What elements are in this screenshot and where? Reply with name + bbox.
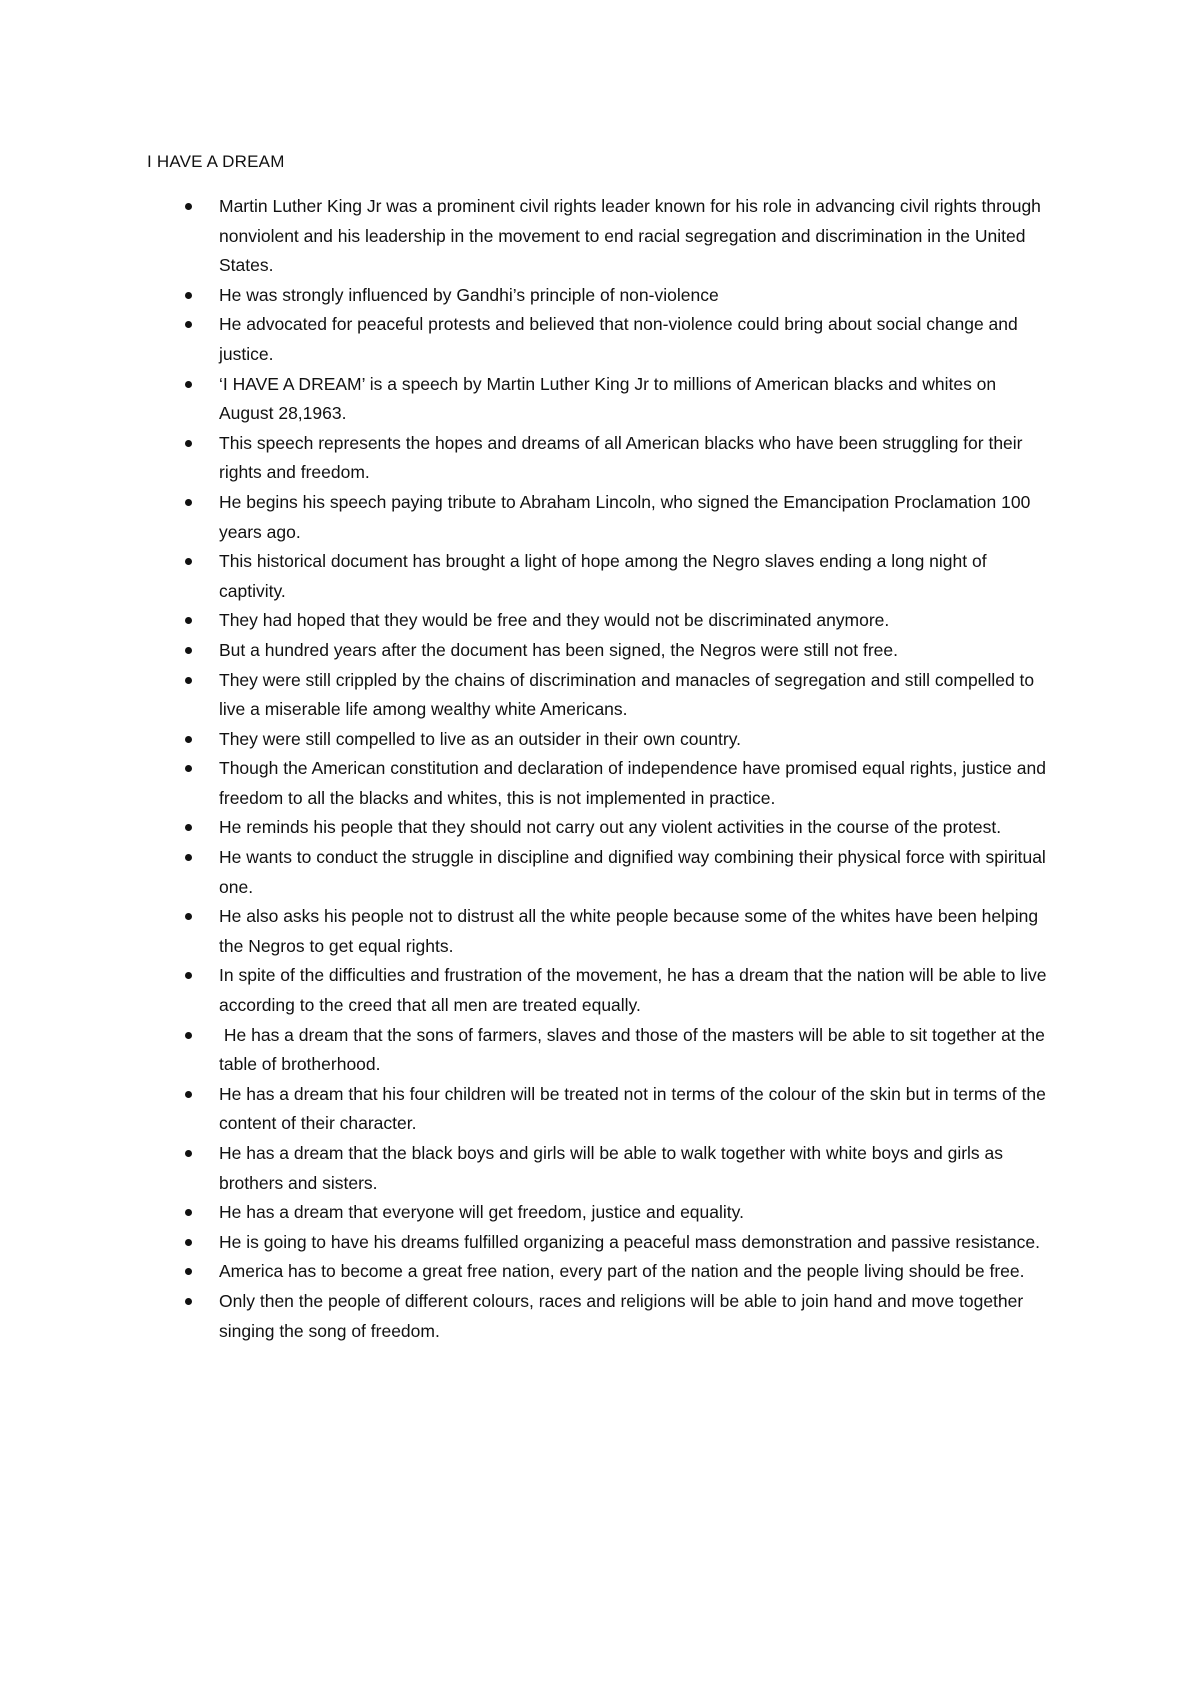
bullet-dot-icon — [185, 440, 192, 447]
bullet-dot-icon — [185, 1032, 192, 1039]
list-item — [0, 961, 1052, 1020]
bullet-dot-icon — [185, 913, 192, 920]
list-item-text: He advocated for peaceful protests and believed that non-violence could bring about social change and justice. — [219, 314, 1023, 364]
list-item — [0, 606, 1049, 636]
list-item-text: He is going to have his dreams fulfilled organizing a peaceful mass demonstration and passive resistance. — [219, 1231, 1041, 1252]
list-item — [0, 1139, 1049, 1198]
list-item — [0, 192, 1049, 281]
bullet-dot-icon — [185, 677, 192, 684]
bullet-list — [0, 192, 1200, 1346]
list-item — [0, 902, 1049, 961]
list-item-text: America has to become a great free nation, every part of the nation and the people living should be free. — [219, 1261, 1025, 1282]
list-item — [0, 281, 1049, 311]
list-item-text: This historical document has brought a light of hope among the Negro slaves ending a long night of captivity. — [219, 551, 992, 601]
bullet-dot-icon — [185, 321, 192, 328]
list-item-text: He begins his speech paying tribute to Abraham Lincoln, who signed the Emancipation Proclamation 100 years ago. — [219, 491, 1036, 542]
bullet-dot-icon — [185, 499, 192, 506]
list-item-text: He reminds his people that they should not carry out any violent activities in the course of the protest. — [219, 817, 1002, 838]
list-item-text: He wants to conduct the struggle in discipline and dignified way combining their physical force with spiritual one. — [219, 847, 1051, 897]
list-item-text: They were still compelled to live as an outsider in their own country. — [219, 728, 742, 749]
list-item-text: ‘I HAVE A DREAM’ is a speech by Martin Luther King Jr to millions of American blacks and whites on August 28,1963. — [219, 373, 1001, 424]
list-item-text: But a hundred years after the document has been signed, the Negros were still not free. — [219, 639, 899, 660]
list-item-text: This speech represents the hopes and dreams of all American blacks who have been struggling for their rights and freedom. — [219, 432, 1028, 483]
list-item — [0, 666, 1049, 725]
list-item — [0, 429, 1049, 488]
list-item — [0, 843, 1049, 902]
bullet-dot-icon — [185, 824, 192, 831]
bullet-dot-icon — [185, 558, 192, 565]
list-item — [0, 370, 1049, 429]
list-item-text: Only then the people of different colours, races and religions will be able to join hand and move together singing the song of freedom. — [219, 1290, 1029, 1341]
bullet-dot-icon — [185, 1209, 192, 1216]
list-item — [0, 488, 1049, 547]
list-item — [0, 547, 1049, 606]
bullet-dot-icon — [185, 381, 192, 388]
list-item — [0, 1287, 1049, 1346]
list-item — [0, 1198, 1049, 1228]
list-item — [0, 1257, 1049, 1287]
list-item — [0, 1021, 1049, 1080]
bullet-dot-icon — [185, 292, 192, 299]
document-title: I HAVE A DREAM — [147, 152, 285, 171]
list-item-text: They were still crippled by the chains of discrimination and manacles of segregation and still compelled to live a miserable life among wealthy white Americans. — [219, 669, 1040, 720]
list-item — [0, 1080, 1049, 1139]
bullet-dot-icon — [185, 972, 192, 979]
list-item-text: In spite of the difficulties and frustration of the movement, he has a dream that the nation will be able to live according to the creed that all men are treated equally. — [219, 965, 1052, 1016]
list-item-text: He also asks his people not to distrust all the white people because some of the whites have been helping the Negros to get equal rights. — [219, 906, 1043, 956]
bullet-dot-icon — [185, 617, 192, 624]
list-item — [0, 813, 1049, 843]
bullet-dot-icon — [185, 1298, 192, 1305]
bullet-dot-icon — [185, 765, 192, 772]
bullet-dot-icon — [185, 736, 192, 743]
list-item-text: He has a dream that the sons of farmers, slaves and those of the masters will be able to sit together at the table of brotherhood. — [219, 1024, 1050, 1075]
bullet-dot-icon — [185, 1239, 192, 1246]
bullet-dot-icon — [185, 1150, 192, 1157]
list-item — [0, 1228, 1049, 1258]
bullet-dot-icon — [185, 854, 192, 861]
list-item-text: Though the American constitution and declaration of independence have promised equal rights, justice and freedom to all the blacks and whites, this is not implemented in practice. — [219, 758, 1051, 808]
list-item-text: He has a dream that the black boys and girls will be able to walk together with white boys and girls as brothers and sisters. — [219, 1143, 1008, 1193]
list-item-text: He has a dream that everyone will get freedom, justice and equality. — [219, 1202, 744, 1223]
bullet-dot-icon — [185, 203, 192, 210]
list-item-text: He has a dream that his four children will be treated not in terms of the colour of the skin but in terms of the content of their character. — [219, 1083, 1051, 1134]
list-item-text: He was strongly influenced by Gandhi’s principle of non-violence — [219, 284, 719, 305]
list-item — [0, 310, 1049, 369]
bullet-dot-icon — [185, 1268, 192, 1275]
list-item-text: They had hoped that they would be free and they would not be discriminated anymore. — [219, 610, 890, 631]
bullet-dot-icon — [185, 1091, 192, 1098]
bullet-dot-icon — [185, 647, 192, 654]
list-item-text: Martin Luther King Jr was a prominent civil rights leader known for his role in advancing civil rights through nonviolent and his leadership in the movement to end racial segregation and discrimination in the United States. — [219, 196, 1046, 276]
list-item — [0, 636, 1049, 666]
list-item — [0, 754, 1049, 813]
list-item — [0, 725, 1049, 755]
